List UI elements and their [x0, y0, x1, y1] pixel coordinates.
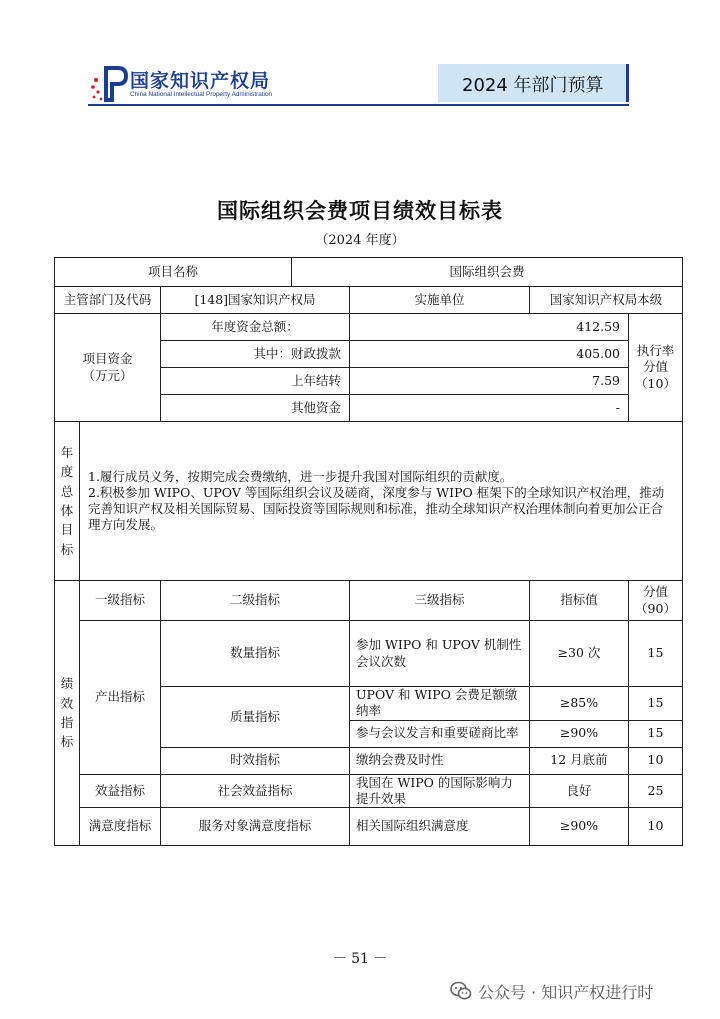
- quality-label: 质量指标: [161, 687, 350, 748]
- col-level2: 二级指标: [161, 581, 350, 621]
- table-row: [55, 287, 683, 314]
- col-level1: 一级指标: [80, 581, 161, 621]
- output-label: 产出指标: [80, 621, 161, 775]
- dept-label: 主管部门及代码: [55, 287, 161, 314]
- budget-tag: [438, 64, 629, 102]
- page-number: － 51 －: [332, 951, 388, 967]
- indicator-cell: 相关国际组织满意度: [350, 808, 530, 846]
- exec-rate-line2: 分值（10）: [635, 359, 676, 391]
- funds-label: [55, 314, 161, 422]
- exec-rate-label: [629, 314, 683, 422]
- watermark: [450, 979, 710, 1003]
- indicator-cell: 参加 WIPO 和 UPOV 机制性会议次数: [350, 621, 530, 687]
- project-name-value: 国际组织会费: [292, 258, 683, 287]
- indicator-cell: 我国在 WIPO 的国际影响力提升效果: [350, 774, 530, 808]
- page-header: [0, 0, 720, 110]
- indicator-cell: 缴纳会费及时性: [350, 747, 530, 774]
- table-row: [55, 422, 683, 581]
- benefit-label: 效益指标: [80, 774, 161, 808]
- target-cell: ≥90%: [530, 808, 629, 846]
- funds-row-value: 7.59: [350, 368, 629, 395]
- page-title: 国际组织会费项目绩效目标表: [217, 199, 503, 223]
- objective-text: [80, 422, 683, 581]
- indicator-cell: 参与会议发言和重要磋商比率: [350, 720, 530, 747]
- impl-label: 实施单位: [350, 287, 530, 314]
- score-cell: 10: [629, 747, 683, 774]
- org-name-en: China National Intellectual Property Administration: [130, 91, 273, 98]
- table-row: [55, 621, 683, 687]
- score-cell: 15: [629, 687, 683, 721]
- project-name-label: 项目名称: [55, 258, 292, 287]
- score-cell: 25: [629, 774, 683, 808]
- funds-row-label: 其中：财政拨款: [161, 341, 350, 368]
- perf-label: [55, 581, 80, 846]
- indicator-cell: UPOV 和 WIPO 会费足额缴纳率: [350, 687, 530, 721]
- impl-value: 国家知识产权局本级: [530, 287, 683, 314]
- service-label: 服务对象满意度指标: [161, 808, 350, 846]
- social-label: 社会效益指标: [161, 774, 350, 808]
- funds-label-line2: （万元）: [82, 367, 133, 383]
- funds-row-label: 上年结转: [161, 368, 350, 395]
- col-target: 指标值: [530, 581, 629, 621]
- header-divider: [88, 104, 629, 106]
- score-cell: 10: [629, 808, 683, 846]
- objective-label: [55, 422, 80, 581]
- objective-item-2: 2.积极参加 WIPO、UPOV 等国际组织会议及磋商，深度参与 WIPO 框架下的全球知识产权治理，推动完善知识产权及相关国际贸易、国际投资等国际规则和标准，推动全球知识产权治理体制向着更加公正合理方向发展。: [88, 484, 665, 533]
- table-row: [55, 581, 683, 621]
- funds-row-value: 412.59: [350, 314, 629, 341]
- target-cell: 良好: [530, 774, 629, 808]
- objective-item-1: 1.履行成员义务，按期完成会费缴纳，进一步提升我国对国际组织的贡献度。: [88, 468, 513, 484]
- satisfaction-label: 满意度指标: [80, 808, 161, 846]
- objective-label-text: 年度总体目标: [60, 444, 74, 557]
- col-level3: 三级指标: [350, 581, 530, 621]
- funds-row-value: -: [350, 395, 629, 422]
- score-cell: 15: [629, 720, 683, 747]
- wechat-icon: [450, 981, 472, 1001]
- perf-label-text: 绩效指标: [60, 676, 74, 750]
- performance-target-table: [54, 257, 683, 846]
- col-score-line2: （90）: [635, 600, 676, 616]
- target-cell: 12 月底前: [530, 747, 629, 774]
- col-score: [629, 581, 683, 621]
- budget-tag-text: 2024 年部门预算: [462, 75, 604, 96]
- col-score-line1: 分值: [643, 584, 669, 600]
- table-row: [55, 808, 683, 846]
- funds-row-label: 年度资金总额：: [161, 314, 350, 341]
- target-cell: ≥30 次: [530, 621, 629, 687]
- org-name-cn: 国家知识产权局: [130, 70, 271, 92]
- cnipa-emblem-icon: [88, 64, 128, 104]
- funds-row-label: 其他资金: [161, 395, 350, 422]
- cnipa-logo: [88, 64, 308, 104]
- dept-value: [148]国家知识产权局: [161, 287, 350, 314]
- target-cell: ≥85%: [530, 687, 629, 721]
- watermark-text: 公众号 · 知识产权进行时: [478, 983, 654, 1002]
- timeliness-label: 时效指标: [161, 747, 350, 774]
- target-cell: ≥90%: [530, 720, 629, 747]
- funds-label-line1: 项目资金: [82, 351, 133, 367]
- table-row: [55, 774, 683, 808]
- table-row: [55, 258, 683, 287]
- exec-rate-line1: 执行率: [636, 343, 675, 359]
- score-cell: 15: [629, 621, 683, 687]
- page-subtitle: （2024 年度）: [315, 233, 405, 248]
- funds-row-value: 405.00: [350, 341, 629, 368]
- table-row: [55, 314, 683, 341]
- quantity-label: 数量指标: [161, 621, 350, 687]
